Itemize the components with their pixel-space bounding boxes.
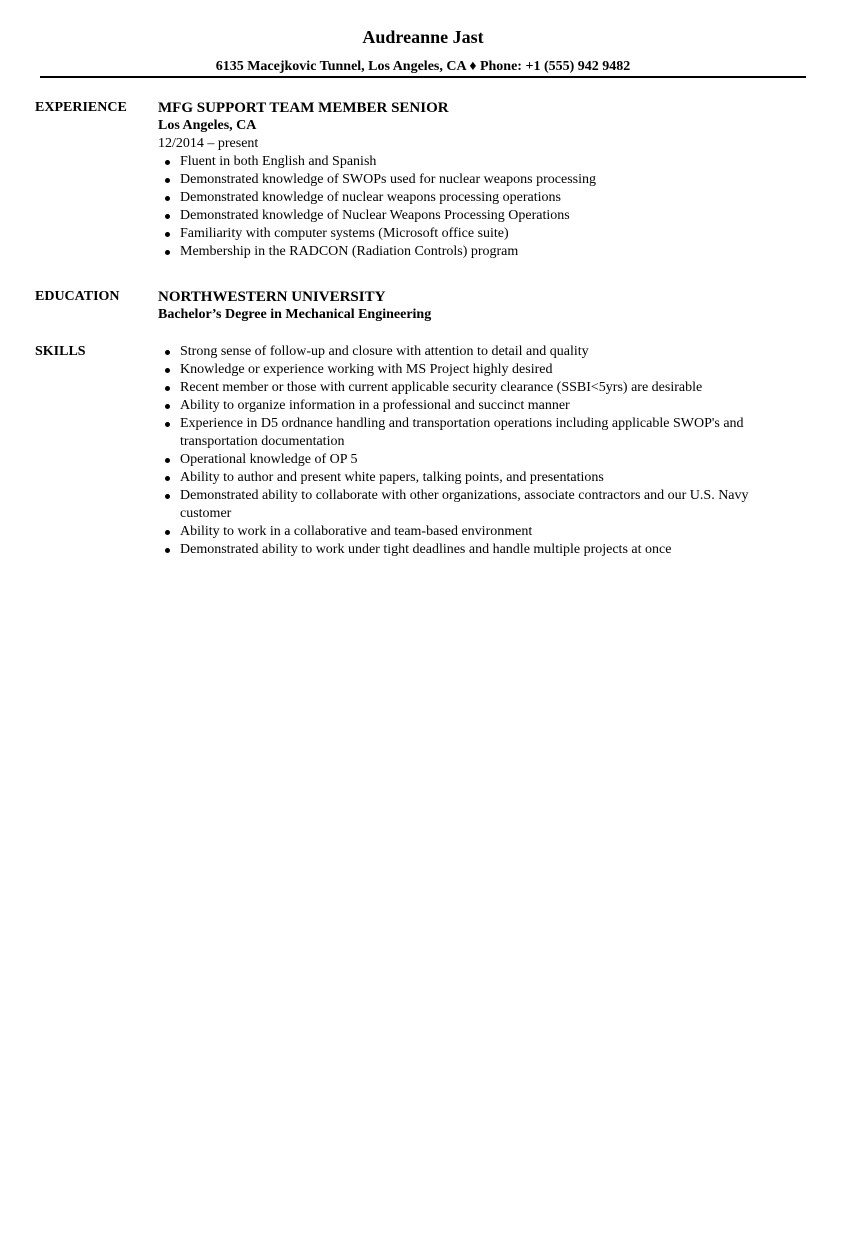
- skill-text: Ability to organize information in a professional and succinct manner: [180, 398, 570, 413]
- bullet-text: Membership in the RADCON (Radiation Controls) program: [180, 244, 519, 259]
- job-dates: 12/2014 – present: [158, 136, 259, 151]
- bullet-icon: [165, 530, 170, 535]
- list-item: [158, 153, 803, 171]
- school-name: NORTHWESTERN UNIVERSITY: [158, 289, 386, 305]
- bullet-icon: [165, 386, 170, 391]
- bullet-icon: [165, 368, 170, 373]
- list-item: [158, 523, 803, 541]
- bullet-icon: [165, 250, 170, 255]
- header-divider: [40, 76, 806, 78]
- experience-heading: EXPERIENCE: [35, 100, 127, 115]
- bullet-icon: [165, 214, 170, 219]
- degree: Bachelor’s Degree in Mechanical Engineering: [158, 307, 432, 322]
- bullet-text: Familiarity with computer systems (Microsoft office suite): [180, 226, 509, 241]
- list-item: [158, 487, 803, 523]
- skill-text: Ability to author and present white papers, talking points, and presentations: [180, 470, 604, 485]
- bullet-icon: [165, 404, 170, 409]
- list-item: [158, 243, 803, 261]
- skill-text: Operational knowledge of OP 5: [180, 452, 358, 467]
- skill-text: Knowledge or experience working with MS Project highly desired: [180, 362, 553, 377]
- bullet-text: Fluent in both English and Spanish: [180, 154, 377, 169]
- list-item: [158, 343, 803, 361]
- address: 6135 Macejkovic Tunnel, Los Angeles, CA: [215, 59, 466, 74]
- list-item: [158, 225, 803, 243]
- phone: Phone: +1 (555) 942 9482: [479, 59, 631, 74]
- list-item: [158, 361, 803, 379]
- bullet-text: Demonstrated knowledge of Nuclear Weapons Processing Operations: [180, 208, 570, 223]
- education-heading: EDUCATION: [35, 289, 120, 304]
- bullet-text: Demonstrated knowledge of nuclear weapons processing operations: [180, 190, 561, 205]
- job-title: MFG SUPPORT TEAM MEMBER SENIOR: [158, 100, 449, 116]
- skill-text: Demonstrated ability to work under tight deadlines and handle multiple projects at once: [180, 542, 672, 557]
- contact-line: [0, 58, 846, 76]
- bullet-icon: [165, 458, 170, 463]
- skill-text: Experience in D5 ordnance handling and transportation operations including applicable SWOP's and transportation documentation: [180, 416, 744, 449]
- education-entry: [158, 288, 803, 324]
- skills-list-container: [158, 343, 803, 559]
- job-location: Los Angeles, CA: [158, 118, 257, 133]
- bullet-text: Demonstrated knowledge of SWOPs used for nuclear weapons processing: [180, 172, 597, 187]
- skills-section: [35, 343, 815, 573]
- bullet-icon: [165, 196, 170, 201]
- bullet-icon: [165, 548, 170, 553]
- bullet-icon: [165, 422, 170, 427]
- skill-text: Recent member or those with current applicable security clearance (SSBI<5yrs) are desirable: [180, 380, 703, 395]
- bullet-icon: [165, 494, 170, 499]
- education-section: [35, 288, 815, 328]
- bullet-icon: [165, 476, 170, 481]
- list-item: [158, 397, 803, 415]
- list-item: [158, 379, 803, 397]
- list-item: [158, 541, 803, 559]
- bullet-icon: [165, 350, 170, 355]
- bullet-icon: [165, 160, 170, 165]
- diamond-separator-icon: ♦: [469, 59, 477, 74]
- skills-heading: SKILLS: [35, 344, 86, 359]
- list-item: [158, 207, 803, 225]
- bullet-icon: [165, 178, 170, 183]
- list-item: [158, 415, 803, 451]
- job-bullets: [158, 153, 803, 261]
- candidate-name: Audreanne Jast: [362, 27, 484, 47]
- job-entry: [158, 99, 803, 261]
- skills-list: [158, 343, 803, 559]
- list-item: [158, 451, 803, 469]
- list-item: [158, 171, 803, 189]
- skill-text: Strong sense of follow-up and closure with attention to detail and quality: [180, 344, 589, 359]
- experience-section: [35, 99, 815, 269]
- skill-text: Ability to work in a collaborative and team-based environment: [180, 524, 533, 539]
- list-item: [158, 469, 803, 487]
- list-item: [158, 189, 803, 207]
- skill-text: Demonstrated ability to collaborate with other organizations, associate contractors and our U.S. Navy customer: [180, 488, 749, 521]
- bullet-icon: [165, 232, 170, 237]
